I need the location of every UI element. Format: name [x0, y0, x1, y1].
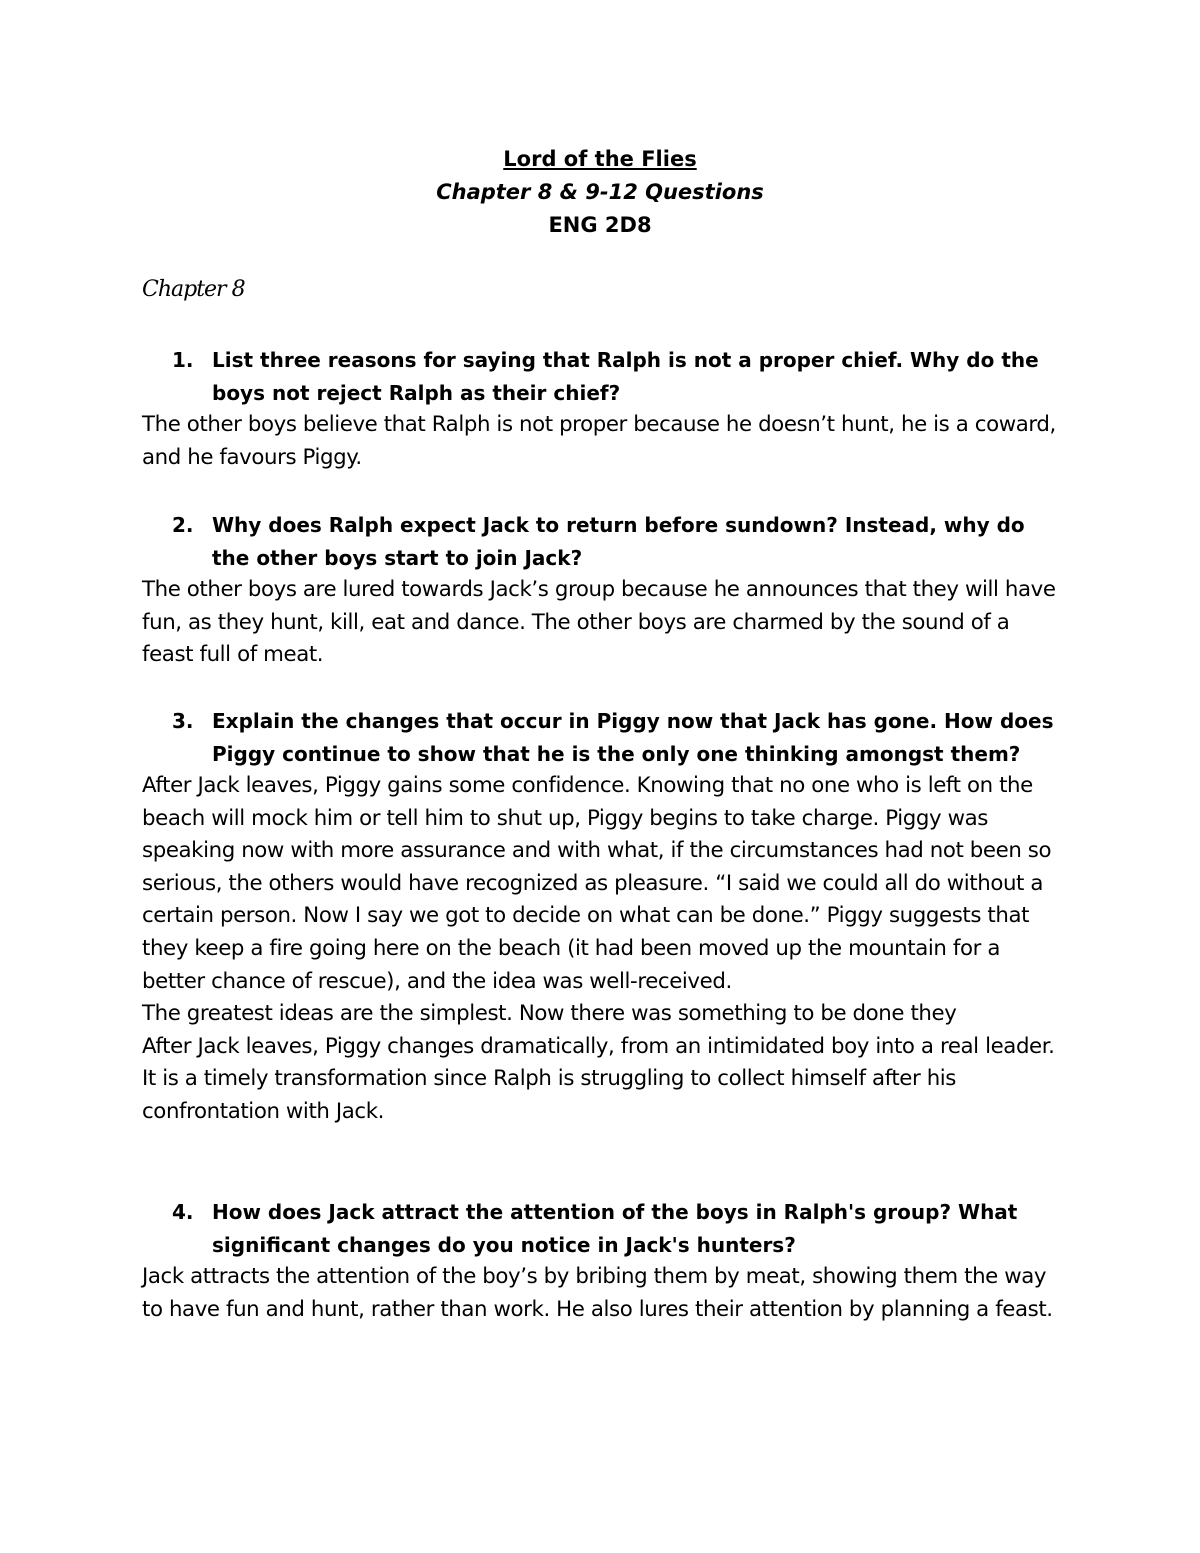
question-number: 2. [172, 513, 194, 537]
question-number: 4. [172, 1200, 194, 1224]
question-block-4 [142, 1196, 1062, 1326]
question-text: Explain the changes that occur in Piggy now that Jack has gone. How does Piggy continue to show that he is the only one thinking amongst them? [212, 709, 1054, 766]
question-block-3 [142, 705, 1062, 1129]
question-text: List three reasons for saying that Ralph is not a proper chief. Why do the boys not reject Ralph as their chief? [212, 348, 1039, 405]
question-3 [142, 705, 1062, 770]
question-4 [142, 1196, 1062, 1261]
question-number: 3. [172, 709, 194, 733]
document-subtitle: Chapter 8 & 9-12 Questions [436, 180, 764, 204]
chapter-heading: Chapter 8 [142, 277, 245, 302]
answer-3: After Jack leaves, Piggy gains some confidence. Knowing that no one who is left on the beach will mock him or tell him to shut up, Piggy begins to take charge. Piggy was speaking now with more assurance and with what, if the circumstances had not been so serious, the others would have recognized as pleasure. “I said we could all do without a certain person. Now I say we got to decide on what can be done.” Piggy suggests that they keep a fire going here on the beach (it had been moved up the mountain for a better chance of rescue), and the idea was well-received. The greatest ideas are the simplest. Now there was something to be done they After Jack leaves, Piggy changes dramatically, from an intimidated boy into a real leader. It is a timely transformation since Ralph is struggling to collect himself after his confrontation with Jack. [142, 773, 1055, 1124]
document-title: Lord of the Flies [503, 147, 697, 171]
answer-1: The other boys believe that Ralph is not proper because he doesn’t hunt, he is a coward, and he favours Piggy. [142, 412, 1056, 470]
course-code: ENG 2D8 [548, 213, 652, 237]
answer-2: The other boys are lured towards Jack’s group because he announces that they will have fun, as they hunt, kill, eat and dance. The other boys are charmed by the sound of a feast full of meat. [142, 577, 1056, 668]
question-text: How does Jack attract the attention of the boys in Ralph's group? What significant changes do you notice in Jack's hunters? [212, 1200, 1018, 1257]
question-number: 1. [172, 348, 194, 372]
answer-4: Jack attracts the attention of the boy’s by bribing them by meat, showing them the way to have fun and hunt, rather than work. He also lures their attention by planning a feast. [142, 1264, 1053, 1322]
question-1 [142, 344, 1062, 409]
question-text: Why does Ralph expect Jack to return before sundown? Instead, why do the other boys start to join Jack? [212, 513, 1025, 570]
question-block-2 [142, 509, 1062, 672]
document-header [0, 143, 1200, 242]
question-2 [142, 509, 1062, 574]
question-block-1 [142, 344, 1062, 474]
